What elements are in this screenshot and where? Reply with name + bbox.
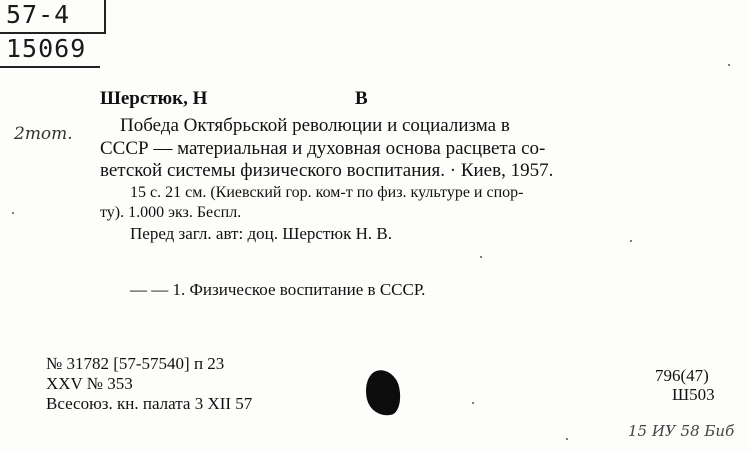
speck [472,402,474,404]
details-line-2: ту). 1.000 экз. Беспл. [100,204,242,221]
shelf-mark-rule-bottom [0,66,100,68]
speck [630,240,632,242]
margin-note: 2тот. [14,124,73,144]
registry-line-1: № 31782 [57-57540] п 23 [46,354,225,373]
speck [12,212,14,214]
speck [566,438,568,440]
author-code: Ш503 [672,385,715,404]
title-line-1: Победа Октябрьской революции и социализма в [120,115,510,136]
shelf-mark-line1: 57-4 [6,0,71,29]
author-initial: В [355,88,368,109]
shelf-mark-rule-side [104,0,106,34]
bottom-scribble: 15 ИУ 58 Биб [628,422,735,440]
title-line-2: СССР — материальная и духовная основа расцвета со- [100,138,546,159]
ink-blot [362,367,405,419]
title-note: Перед загл. авт: доц. Шерстюк Н. В. [130,224,392,243]
registry-line-2: XXV № 353 [46,374,133,393]
subject-heading: — — 1. Физическое воспитание в СССР. [130,280,426,299]
speck [480,256,482,258]
details-line-1: 15 с. 21 см. (Киевский гор. ком-т по физ. культуре и спор- [130,184,524,201]
author-heading: Шерстюк, Н [100,88,208,109]
shelf-mark-line2: 15069 [6,34,87,63]
udc-code: 796(47) [655,366,709,385]
registry-line-3: Всесоюз. кн. палата 3 XII 57 [46,394,253,413]
title-line-3: ветской системы физического воспитания. · Киев, 1957. [100,160,554,181]
speck [728,64,730,66]
